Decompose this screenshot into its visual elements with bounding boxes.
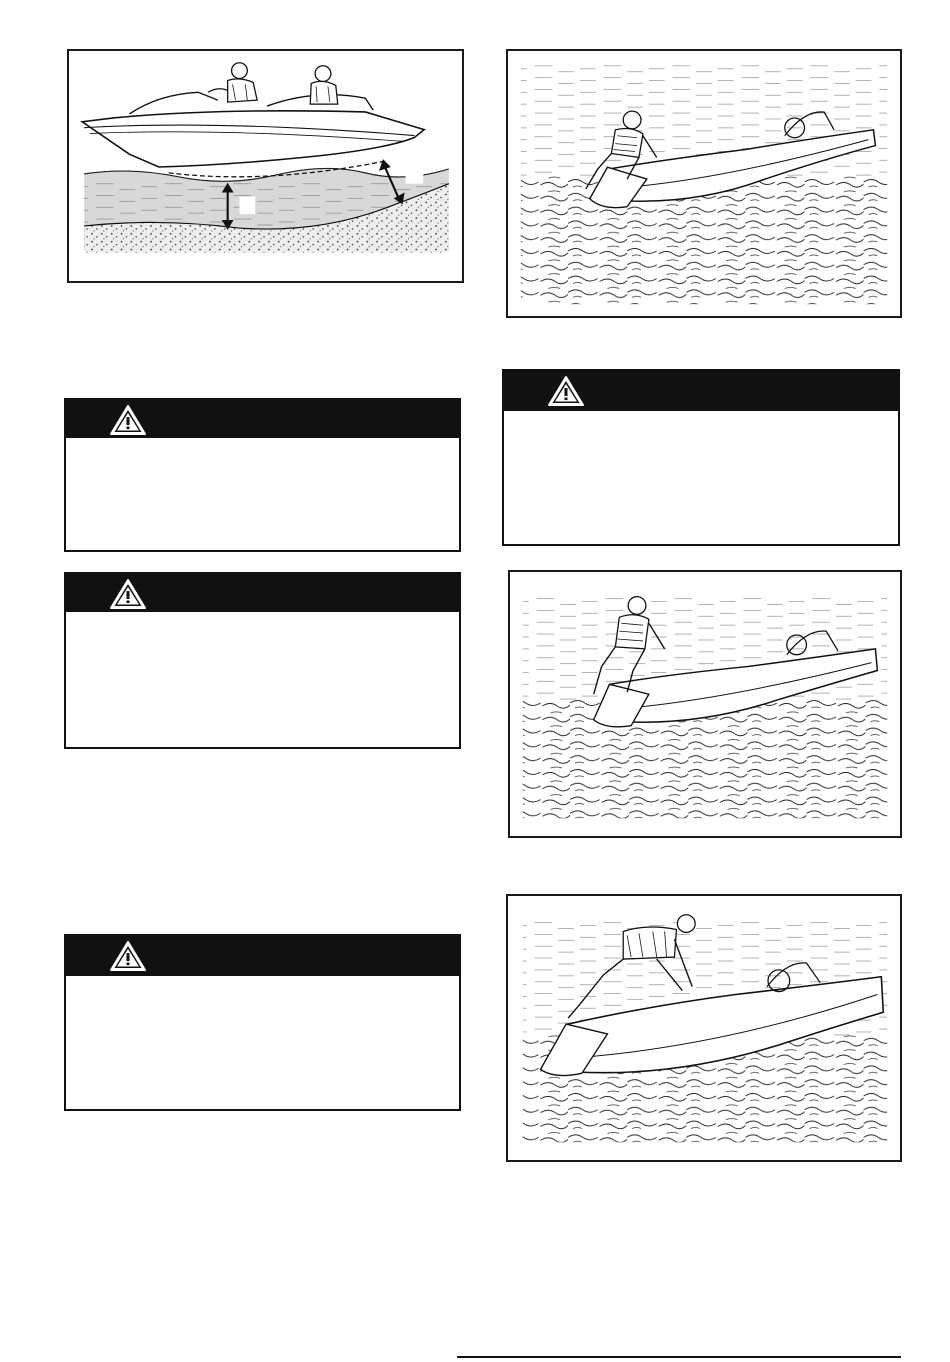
figure-reboard-2 bbox=[508, 570, 902, 838]
warning-header bbox=[504, 371, 898, 411]
warning-triangle-icon bbox=[546, 374, 586, 408]
warning-triangle-icon bbox=[108, 939, 148, 973]
warning-triangle-icon bbox=[108, 577, 148, 611]
warning-header bbox=[66, 936, 459, 976]
figure-reboard-1 bbox=[506, 49, 902, 318]
footer-rule bbox=[457, 1356, 901, 1358]
person-kneeling-on-platform-illustration bbox=[510, 572, 900, 836]
warning-box-3 bbox=[64, 572, 461, 749]
warning-box-4 bbox=[64, 934, 461, 1111]
warning-header bbox=[66, 574, 459, 612]
warning-box-2 bbox=[502, 369, 900, 546]
figure-boat-depth bbox=[67, 49, 464, 283]
warning-triangle-icon bbox=[108, 403, 148, 437]
boat-shallow-water-illustration bbox=[69, 51, 462, 281]
person-climbing-boarding-platform-illustration bbox=[508, 51, 900, 316]
person-boarding-boat-illustration bbox=[508, 896, 900, 1160]
warning-box-1 bbox=[64, 398, 461, 552]
warning-header bbox=[66, 400, 459, 438]
figure-reboard-3 bbox=[506, 894, 902, 1162]
